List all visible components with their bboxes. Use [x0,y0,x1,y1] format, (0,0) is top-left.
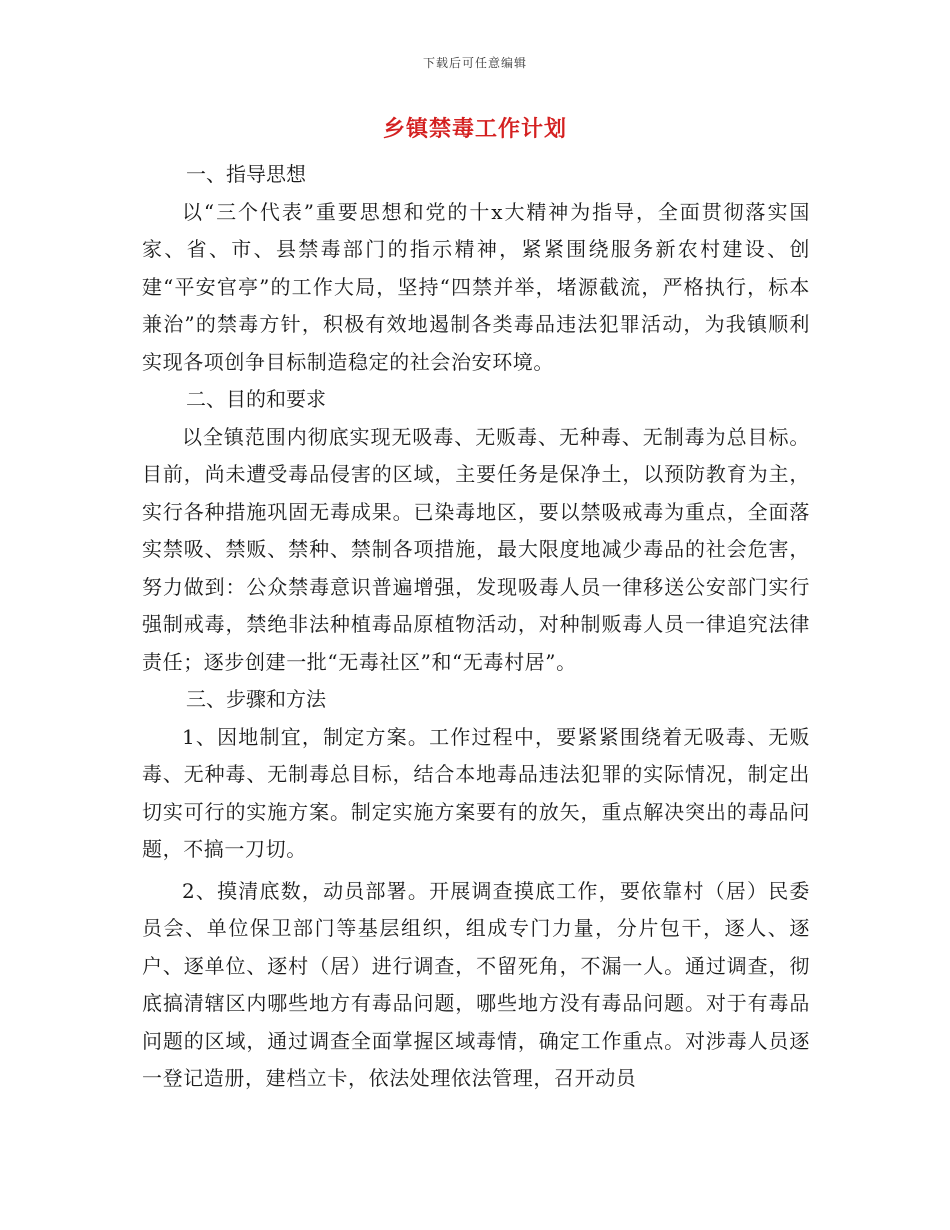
section-paragraph: 以全镇范围内彻底实现无吸毒、无贩毒、无种毒、无制毒为总目标。目前，尚未遭受毒品侵害的区域，主要任务是保净土，以预防教育为主，实行各种措施巩固无毒成果。已染毒地区，要以禁吸戒毒为重点，全面落实禁吸、禁贩、禁种、禁制各项措施，最大限度地减少毒品的社会危害，努力做到：公众禁毒意识普遍增强，发现吸毒人员一律移送公安部门实行强制戒毒，禁绝非法种植毒品原植物活动，对种制贩毒人员一律追究法律责任；逐步创建一批“无毒社区”和“无毒村居”。 [142,424,810,674]
document-title: 乡镇禁毒工作计划 [382,117,567,142]
section-heading-guiding-ideology: 一、指导思想 [186,162,306,186]
document-body [142,156,810,1098]
section-heading-goals-requirements: 二、目的和要求 [186,387,326,411]
page-header-note: 下载后可任意编辑 [422,56,527,70]
section-paragraph: 2、摸清底数，动员部署。开展调查摸底工作，要依靠村（居）民委员会、单位保卫部门等基层组织，组成专门力量，分片包干，逐人、逐户、逐单位、逐村（居）进行调查，不留死角，不漏一人。通过调查，彻底搞清辖区内哪些地方有毒品问题，哪些地方没有毒品问题。对于有毒品问题的区域，通过调查全面掌握区域毒情，确定工作重点。对涉毒人员逐一登记造册，建档立卡，依法处理依法管理，召开动员 [142,878,810,1090]
section-paragraph: 1、因地制宜，制定方案。工作过程中，要紧紧围绕着无吸毒、无贩毒、无种毒、无制毒总目标，结合本地毒品违法犯罪的实际情况，制定出切实可行的实施方案。制定实施方案要有的放矢，重点解决突出的毒品问题，不搞一刀切。 [142,724,810,861]
section-paragraph: 以“三个代表”重要思想和党的十x大精神为指导，全面贯彻落实国家、省、市、县禁毒部门的指示精神，紧紧围绕服务新农村建设、创建“平安官亭”的工作大局，坚持“四禁并举，堵源截流，严格执行，标本兼治”的禁毒方针，积极有效地遏制各类毒品违法犯罪活动，为我镇顺利实现各项创争目标制造稳定的社会治安环境。 [142,199,810,374]
section-heading-steps-methods: 三、步骤和方法 [186,687,326,711]
